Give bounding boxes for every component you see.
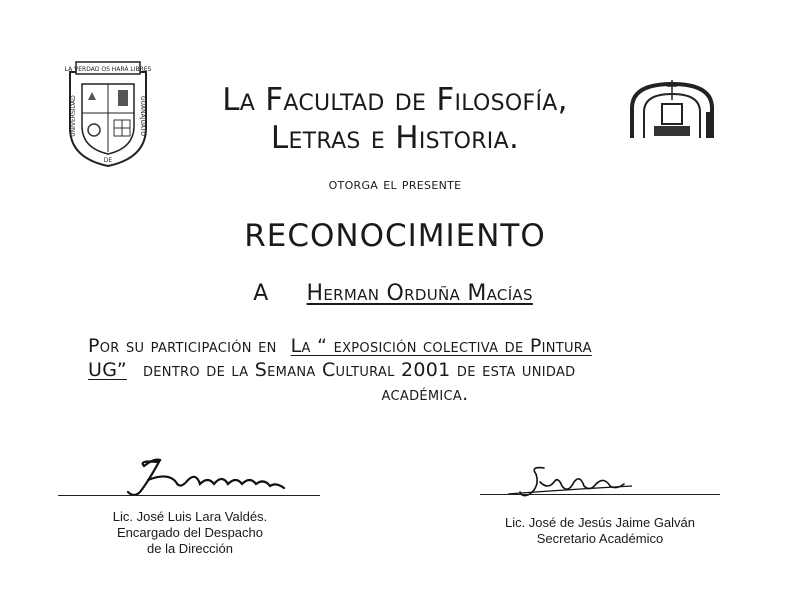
- signature-right-role: Secretario Académico: [536, 531, 664, 546]
- grant-text: otorga el presente: [328, 175, 462, 193]
- signature-right-name: Lic. José de Jesús Jaime Galván: [504, 515, 696, 530]
- certificate-title: RECONOCIMIENTO: [244, 218, 546, 254]
- signature-left-name: Lic. José Luis Lara Valdés.: [112, 509, 268, 524]
- faculty-name-line2: Letras e Historia.: [270, 120, 520, 156]
- signature-line-right: [480, 494, 720, 495]
- signature-right-icon: [500, 460, 640, 502]
- recipient-prefix: A: [253, 281, 269, 306]
- seal-text-right: GUANAJUATO: [139, 96, 146, 136]
- body-line2-underlined: UG”: [88, 359, 127, 381]
- signature-left-role-1: Encargado del Despacho: [117, 525, 263, 540]
- faculty-name-line1: La Facultad de Filosofía,: [222, 82, 568, 118]
- seal-text-bottom: DE: [103, 157, 113, 164]
- body-line-1: [88, 335, 592, 357]
- body-line-2: [88, 359, 575, 381]
- seal-text-left: UNIVERSIDAD: [70, 95, 77, 137]
- recipient-name: Herman Orduña Macías: [306, 281, 533, 306]
- body-line-3: académica.: [381, 383, 469, 405]
- signature-left-role-2: de la Dirección: [147, 541, 233, 556]
- recipient-line: [0, 281, 790, 306]
- body-line1-underlined: La “ exposición colectiva de Pintura: [290, 335, 592, 357]
- body-line1-prefix: Por su participación en: [88, 335, 277, 357]
- signature-left-block: [70, 509, 310, 557]
- signature-right-block: [470, 515, 730, 547]
- signature-line-left: [58, 495, 320, 496]
- seal-motto: LA VERDAD OS HARÁ LIBRES: [64, 66, 152, 73]
- body-line2-rest: dentro de la Semana Cultural 2001 de esta unidad: [142, 359, 576, 381]
